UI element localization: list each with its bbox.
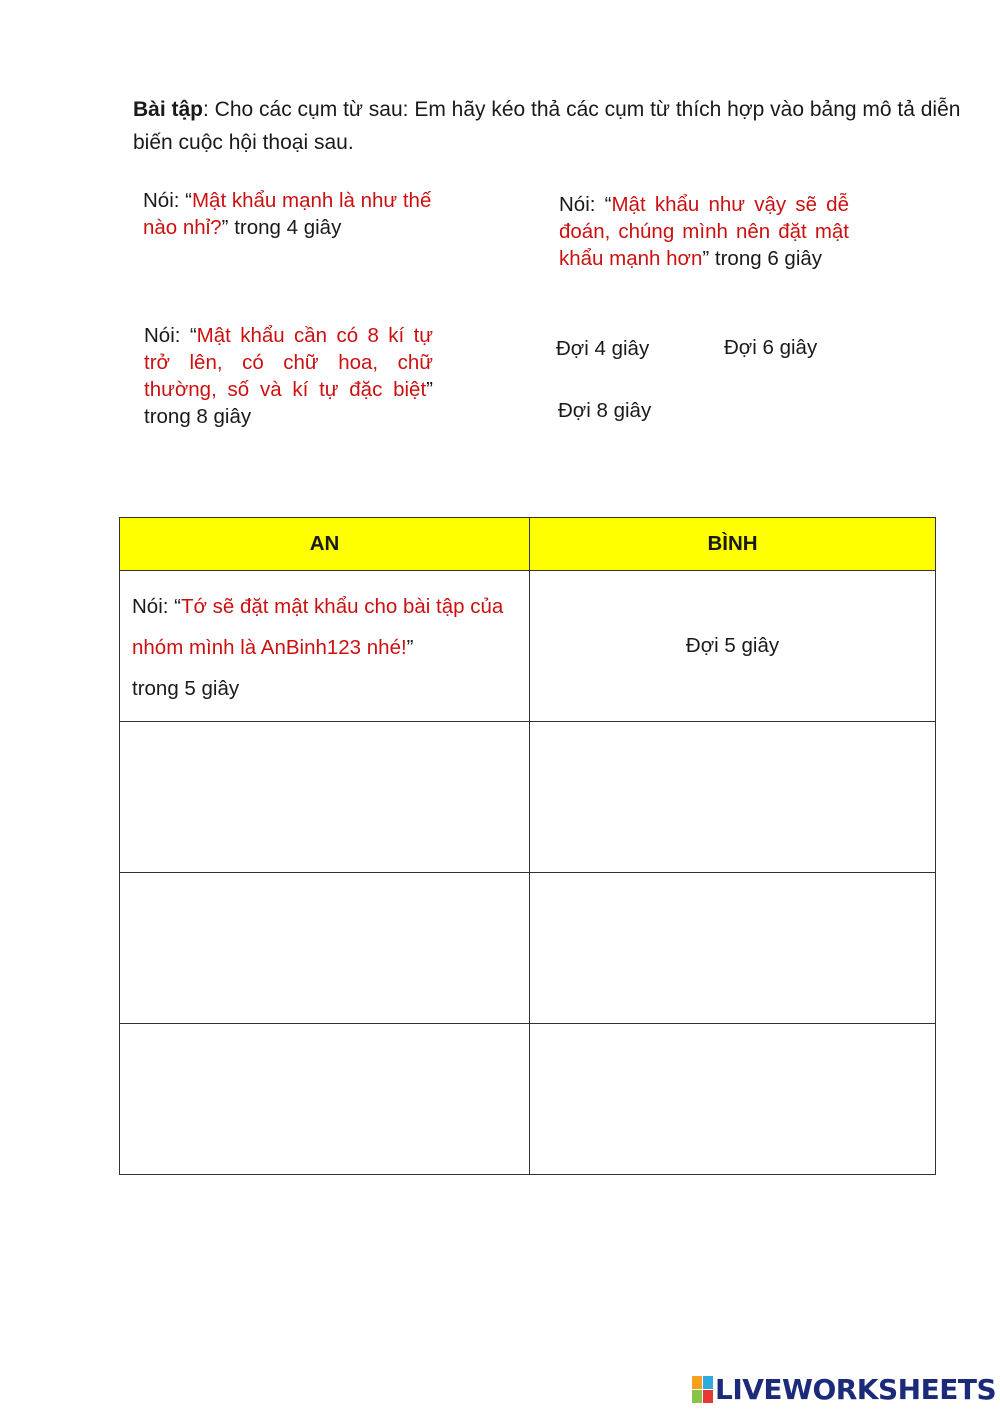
liveworksheets-logo-icon	[692, 1376, 712, 1402]
drop-zone-binh-row2[interactable]	[530, 722, 936, 873]
drag-chip-speak-6s[interactable]: Nói: “Mật khẩu như vậy sẽ dễ đoán, chúng mình nên đặt mật khẩu mạnh hơn” trong 6 giây	[559, 193, 849, 270]
header-an: AN	[120, 518, 530, 571]
logo-square	[692, 1376, 702, 1389]
table-row	[120, 571, 936, 722]
liveworksheets-logo	[692, 1372, 996, 1406]
dialog-table	[119, 517, 936, 1175]
drop-zone-binh-row4[interactable]	[530, 1024, 936, 1175]
instructions	[133, 93, 963, 159]
brand-name: LIVEWORKSHEETS	[715, 1372, 997, 1406]
instructions-text: : Cho các cụm từ sau: Em hãy kéo thả các cụm từ thích hợp vào bảng mô tả diễn biến cuộc hội thoại sau.	[133, 98, 961, 154]
logo-square	[703, 1376, 713, 1389]
table-row	[120, 873, 936, 1024]
table-row	[120, 1024, 936, 1175]
logo-square	[692, 1390, 702, 1403]
table-header-row	[120, 518, 936, 571]
header-binh: BÌNH	[530, 518, 936, 571]
drag-chip-wait-8s[interactable]: Đợi 8 giây	[558, 399, 652, 422]
drag-chip-speak-8s[interactable]: Nói: “Mật khẩu cần có 8 kí tự trở lên, có chữ hoa, chữ thường, số và kí tự đặc biệt” trong 8 giây	[144, 324, 433, 428]
drop-zone-an-row2[interactable]	[120, 722, 530, 873]
drop-zone-an-row3[interactable]	[120, 873, 530, 1024]
cell-binh-row1: Đợi 5 giây	[530, 571, 936, 722]
drop-zone-an-row4[interactable]	[120, 1024, 530, 1175]
table-row	[120, 722, 936, 873]
drag-chip-wait-6s[interactable]: Đợi 6 giây	[724, 336, 818, 359]
cell-an-row1: Nói: “Tớ sẽ đặt mật khẩu cho bài tập của nhóm mình là AnBinh123 nhé!” trong 5 giây	[120, 571, 530, 722]
drag-chip-speak-4s[interactable]: Nói: “Mật khẩu mạnh là như thế nào nhỉ?” trong 4 giây	[143, 189, 432, 239]
drag-chip-wait-4s[interactable]: Đợi 4 giây	[556, 337, 650, 360]
logo-square	[703, 1390, 713, 1403]
drop-zone-binh-row3[interactable]	[530, 873, 936, 1024]
exercise-label: Bài tập	[133, 98, 204, 121]
